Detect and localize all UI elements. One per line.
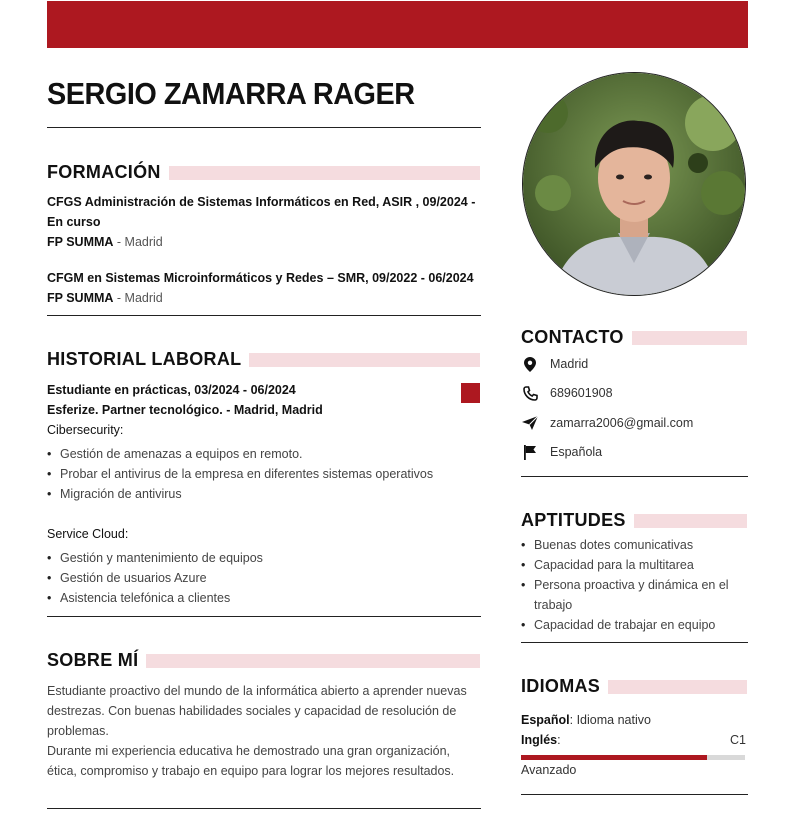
- divider: [521, 642, 748, 643]
- section-contacto-title: CONTACTO: [521, 327, 747, 348]
- job-duties-list: [47, 444, 480, 504]
- divider: [521, 476, 748, 477]
- section-idiomas-title: IDIOMAS: [521, 676, 747, 697]
- send-icon: [521, 414, 539, 432]
- divider: [47, 127, 481, 128]
- list-item: • Persona proactiva y dinámica en el trabajo: [521, 575, 747, 615]
- english-level-label: Avanzado: [521, 763, 577, 777]
- job-header: Estudiante en prácticas, 03/2024 - 06/2024 Esferize. Partner tecnológico. - Madrid, Madrid Cibersecurity:: [47, 383, 323, 437]
- contact-email: zamarra2006@gmail.com: [521, 414, 693, 432]
- job-group-heading: Service Cloud:: [47, 527, 129, 541]
- section-sobre-title: SOBRE MÍ: [47, 650, 480, 671]
- list-item: • Migración de antivirus: [47, 484, 480, 504]
- section-aptitudes-title: APTITUDES: [521, 510, 747, 531]
- phone-icon: [521, 384, 539, 402]
- location-pin-icon: [521, 355, 539, 373]
- list-item: • Capacidad de trabajar en equipo: [521, 615, 747, 635]
- list-item: • Gestión de amenazas a equipos en remoto.: [47, 444, 480, 464]
- divider: [47, 315, 481, 316]
- list-item: • Asistencia telefónica a clientes: [47, 588, 480, 608]
- divider: [47, 808, 481, 809]
- about-text: Estudiante proactivo del mundo de la informática abierto a aprender nuevas destrezas. Con buenas habilidades sociales y capacidad de resolución de problemas. Durante mi experiencia educativa he demostrado una gran organización, ética, compromiso y trabajo en equipo para lograr los mejores resultados.: [47, 684, 467, 778]
- language-spanish: Español: Idioma nativo: [521, 713, 651, 727]
- list-item: • Buenas dotes comunicativas: [521, 535, 747, 555]
- divider: [521, 794, 748, 795]
- section-formacion-title: FORMACIÓN: [47, 162, 480, 183]
- education-item: CFGM en Sistemas Microinformáticos y Redes – SMR, 09/2022 - 06/2024 FP SUMMA - Madrid: [47, 271, 474, 305]
- section-historial-title: HISTORIAL LABORAL: [47, 349, 480, 370]
- profile-photo: [522, 72, 746, 296]
- contact-location: Madrid: [521, 355, 588, 373]
- contact-nationality: Española: [521, 443, 602, 461]
- contact-phone: 689601908: [521, 384, 613, 402]
- job-duties-list: [47, 548, 480, 608]
- list-item: • Gestión de usuarios Azure: [47, 568, 480, 588]
- skills-list: [521, 535, 747, 635]
- education-item: CFGS Administración de Sistemas Informáticos en Red, ASIR , 09/2024 - En curso FP SUMMA - Madrid: [47, 195, 476, 249]
- list-item: • Capacidad para la multitarea: [521, 555, 747, 575]
- candidate-name: SERGIO ZAMARRA RAGER: [47, 76, 415, 111]
- flag-icon: [521, 443, 539, 461]
- accent-square: [461, 383, 480, 403]
- language-english: Inglés: C1: [521, 733, 746, 747]
- list-item: • Gestión y mantenimiento de equipos: [47, 548, 480, 568]
- header-accent-bar: [47, 1, 748, 48]
- list-item: • Probar el antivirus de la empresa en diferentes sistemas operativos: [47, 464, 480, 484]
- divider: [47, 616, 481, 617]
